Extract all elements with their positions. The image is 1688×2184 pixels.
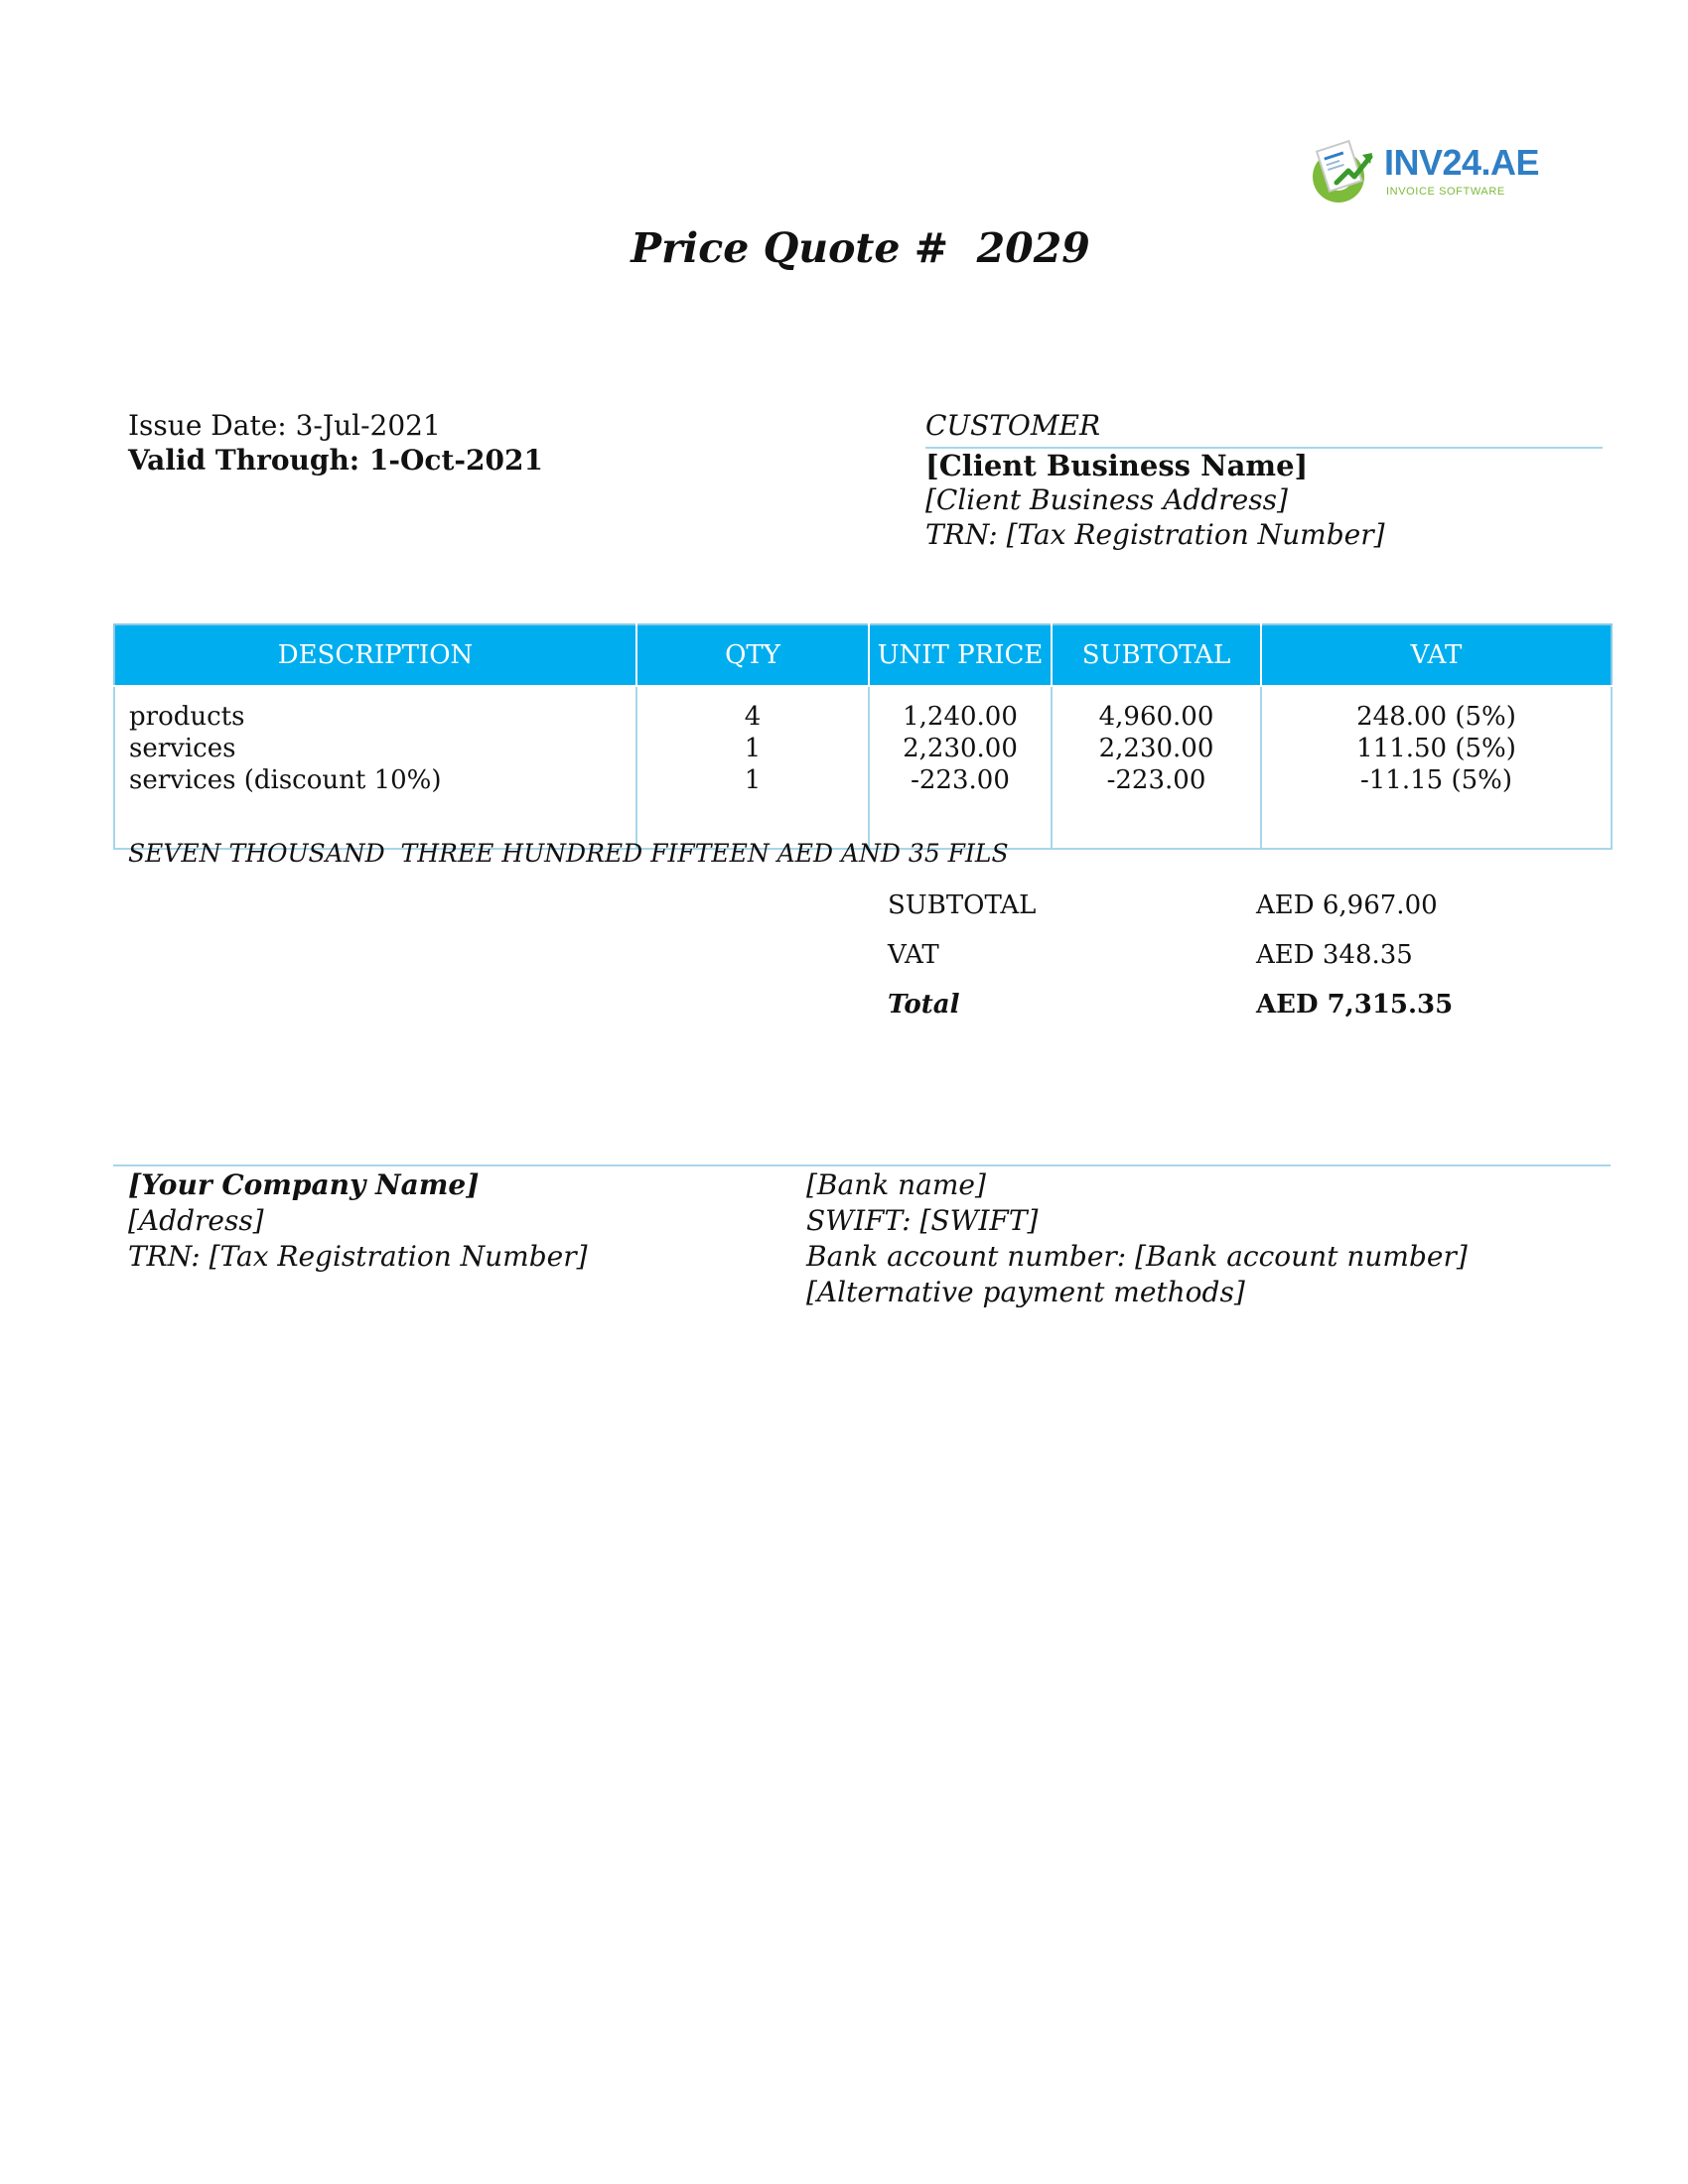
item-subtotal: 4,960.00 [1098, 702, 1214, 732]
brand-logo [1309, 137, 1540, 206]
customer-address: [Client Business Address] [925, 483, 1288, 516]
bank-swift: SWIFT: [SWIFT] [806, 1204, 1039, 1237]
item-qty: 1 [744, 765, 762, 795]
header-vat: VAT [1261, 624, 1612, 686]
item-description: services [129, 734, 236, 763]
customer-trn: TRN: [Tax Registration Number] [925, 518, 1385, 551]
header-unit-price: UNIT PRICE [869, 624, 1052, 686]
subtotal-label: SUBTOTAL [888, 890, 1037, 920]
item-unit-price: -223.00 [911, 765, 1010, 795]
item-subtotal: 2,230.00 [1098, 734, 1214, 763]
company-trn: TRN: [Tax Registration Number] [128, 1240, 588, 1273]
vat-value: AED 348.35 [1256, 940, 1413, 970]
items-table [113, 623, 1613, 850]
footer-divider [113, 1164, 1611, 1166]
subtotal-cell [1052, 686, 1261, 849]
company-name: [Your Company Name] [128, 1168, 480, 1201]
description-cell [114, 686, 636, 849]
amount-in-words: SEVEN THOUSAND THREE HUNDRED FIFTEEN AED AND 35 FILS [128, 839, 1009, 868]
item-subtotal: -223.00 [1106, 765, 1206, 795]
item-qty: 4 [744, 702, 762, 732]
qty-cell [636, 686, 869, 849]
item-qty: 1 [744, 734, 762, 763]
page-title: Price Quote # 2029 [631, 224, 1090, 272]
vat-cell [1261, 686, 1612, 849]
table-header-row [114, 624, 1612, 686]
customer-name: [Client Business Name] [925, 449, 1309, 482]
logo-tagline: INVOICE SOFTWARE [1386, 186, 1505, 198]
item-vat: 111.50 (5%) [1356, 734, 1516, 763]
subtotal-value: AED 6,967.00 [1256, 890, 1438, 920]
header-description: DESCRIPTION [114, 624, 636, 686]
total-label: Total [888, 990, 960, 1020]
item-unit-price: 2,230.00 [903, 734, 1018, 763]
bank-name: [Bank name] [806, 1168, 986, 1201]
vat-label: VAT [888, 940, 939, 970]
item-description: services (discount 10%) [129, 765, 442, 795]
issue-date: Issue Date: 3-Jul-2021 [128, 409, 441, 442]
customer-label: CUSTOMER [925, 409, 1101, 442]
receipt-growth-icon [1309, 137, 1378, 206]
total-value: AED 7,315.35 [1256, 990, 1454, 1020]
company-address: [Address] [128, 1204, 264, 1237]
header-subtotal: SUBTOTAL [1052, 624, 1261, 686]
table-body-row [114, 686, 1612, 849]
unit-price-cell [869, 686, 1052, 849]
header-qty: QTY [636, 624, 869, 686]
item-vat: -11.15 (5%) [1359, 765, 1513, 795]
item-description: products [129, 702, 245, 732]
bank-account-number: Bank account number: [Bank account number] [806, 1240, 1468, 1273]
logo-name: INV24.AE [1384, 142, 1540, 183]
valid-through-date: Valid Through: 1-Oct-2021 [128, 444, 543, 477]
alternative-payment-methods: [Alternative payment methods] [806, 1276, 1245, 1308]
item-unit-price: 1,240.00 [903, 702, 1018, 732]
item-vat: 248.00 (5%) [1356, 702, 1516, 732]
